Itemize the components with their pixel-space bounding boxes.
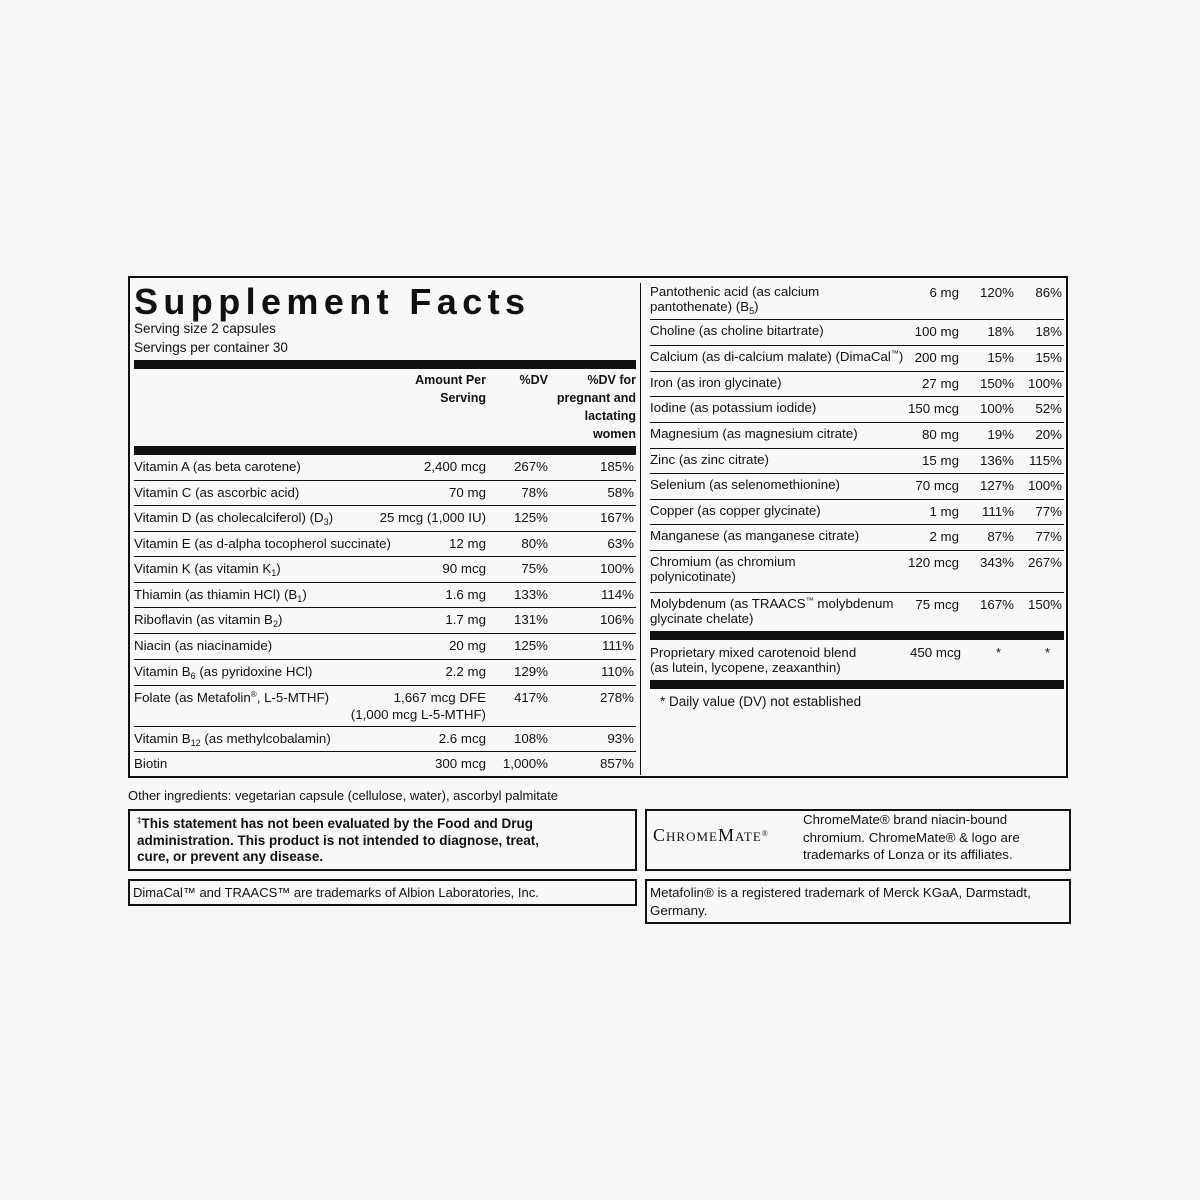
dv-pregnant-cell: 77% (1035, 504, 1062, 519)
dv-pregnant-cell: 185% (599, 459, 634, 474)
dv-pregnant-cell: 20% (1035, 427, 1062, 442)
amount: 1,667 mcg DFE (393, 690, 486, 705)
superscript: ™ (890, 349, 899, 358)
metafolin-trademark-note: Metafolin® is a registered trademark of Merck KGaA, Darmstadt, Germany. (650, 885, 1031, 918)
amount: 25 mcg (1,000 IU) (379, 510, 486, 525)
amount-cell: 1 mg (929, 504, 959, 519)
dv-cell: 150% (979, 376, 1014, 391)
table-row (650, 449, 1064, 474)
dv-pregnant-cell: 18% (1035, 324, 1062, 339)
albion-trademark-note: DimaCal™ and TRAACS™ are trademarks of Albion Laboratories, Inc. (133, 885, 539, 900)
table-row (650, 593, 1064, 631)
table-row (134, 583, 636, 608)
nutrient-name-cell (134, 730, 364, 747)
amount-cell: 120 mcg (908, 555, 959, 570)
nutrient-name-suffix: ) (898, 349, 904, 364)
amount-cell (449, 484, 486, 501)
amount: 2.2 mg (445, 664, 486, 679)
nutrient-name-suffix: (as pyridoxine HCl) (195, 664, 313, 679)
amount-cell (442, 560, 486, 577)
amount-cell (351, 689, 486, 723)
nutrient-name: Iron (as iron glycinate) (650, 375, 782, 390)
nutrient-name-cell (650, 528, 859, 543)
amount: 20 mg (449, 638, 486, 653)
amount: 1.7 mg (445, 612, 486, 627)
nutrient-name: Chromium (as chromium (650, 554, 796, 569)
dagger-mark: ‡ (137, 816, 142, 825)
nutrient-name-cell (650, 596, 894, 626)
nutrient-name: Biotin (134, 756, 168, 771)
dv-cell: 417% (513, 690, 548, 705)
amount-cell: 80 mg (922, 427, 959, 442)
dv-cell: 19% (987, 427, 1014, 442)
dv-cell: 136% (979, 453, 1014, 468)
dv-cell: 131% (513, 612, 548, 627)
dv-cell: 343% (979, 555, 1014, 570)
table-row (650, 551, 1064, 593)
proprietary-blend-row (650, 645, 1064, 685)
nutrient-name-cell (134, 611, 364, 628)
fda-statement-box (128, 809, 637, 871)
amount-cell (424, 458, 486, 475)
table-row (134, 481, 636, 506)
amount-cell: 15 mg (922, 453, 959, 468)
amount-cell: 70 mcg (915, 478, 959, 493)
dv-pregnant-cell: 77% (1035, 529, 1062, 544)
nutrient-name-cell (650, 426, 858, 441)
amount-cell (445, 663, 486, 680)
amount: 2,400 mcg (423, 459, 486, 474)
dv-pregnant-cell: 63% (607, 536, 634, 551)
nutrient-name: Vitamin E (as d-alpha tocopherol succinate) (134, 536, 391, 551)
nutrient-name-line2: pantothenate) (B (650, 299, 750, 314)
amount-cell (439, 730, 486, 747)
nutrient-name: Vitamin B (134, 731, 191, 746)
dv-pregnant-cell: 58% (607, 485, 634, 500)
nutrient-name-suffix: ) (277, 612, 283, 627)
dv-pregnant-cell: 857% (599, 756, 634, 771)
nutrient-name: Manganese (as manganese citrate) (650, 528, 860, 543)
nutrient-name-cell (650, 284, 819, 314)
superscript: ® (250, 690, 257, 699)
other-ingredients: Other ingredients: vegetarian capsule (cellulose, water), ascorbyl palmitate (128, 788, 558, 803)
dv-pregnant-cell: 167% (599, 510, 634, 525)
table-row (650, 372, 1064, 397)
table-row (650, 423, 1064, 449)
nutrient-name-cell (650, 323, 824, 338)
amount-cell: 6 mg (929, 285, 959, 300)
albion-trademark-box (128, 879, 637, 906)
dv-cell: 267% (513, 459, 548, 474)
subscript: 2 (272, 619, 278, 629)
dv-cell: 129% (513, 664, 548, 679)
amount-cell: 2 mg (929, 529, 959, 544)
subscript: 1 (271, 568, 277, 578)
nutrient-name: Riboflavin (as vitamin B (134, 612, 273, 627)
table-row (134, 506, 636, 532)
dv-pregnant-cell: 106% (599, 612, 634, 627)
thick-divider-top (134, 360, 636, 369)
dv-cell: 133% (513, 587, 548, 602)
dv-cell: 87% (987, 529, 1014, 544)
dv-pregnant-cell: 278% (599, 690, 634, 705)
proprietary-dv-pregnant: * (1044, 645, 1050, 660)
amount-cell: 75 mcg (915, 597, 959, 612)
nutrient-name: Molybdenum (as TRAACS (650, 596, 806, 611)
dv-cell: 125% (513, 510, 548, 525)
nutrient-name: Folate (as Metafolin (134, 690, 251, 705)
dv-pregnant-cell: 93% (607, 731, 634, 746)
amount: 70 mg (449, 485, 486, 500)
nutrient-name-suffix: ) (328, 510, 334, 525)
dv-cell: 127% (979, 478, 1014, 493)
nutrient-name-cell (134, 509, 364, 526)
table-row (134, 455, 636, 481)
dv-cell: 15% (987, 350, 1014, 365)
dv-cell: 1,000% (502, 756, 548, 771)
amount-cell (449, 637, 486, 654)
table-row (134, 752, 636, 777)
nutrient-name-cell (650, 349, 903, 364)
dv-pregnant-cell: 114% (600, 587, 634, 602)
dv-pregnant-cell: 111% (601, 638, 634, 653)
header-amount: Amount Per Serving (415, 373, 486, 405)
nutrient-name-cell (650, 477, 840, 492)
serving-size: Serving size 2 capsules (134, 321, 276, 336)
nutrient-name-suffix: ) (276, 561, 281, 576)
table-row (650, 320, 1064, 346)
metafolin-trademark-box (645, 879, 1071, 924)
panel-title: Supplement Facts (134, 281, 531, 322)
dv-cell: 167% (979, 597, 1014, 612)
dv-pregnant-cell: 100% (599, 561, 634, 576)
table-row (134, 727, 636, 752)
nutrient-name-suffix: (as methylcobalamin) (200, 731, 331, 746)
dv-cell: 80% (521, 536, 548, 551)
nutrient-name-cell (134, 484, 364, 501)
dv-cell: 75% (521, 561, 548, 576)
dv-pregnant-cell: 150% (1027, 597, 1062, 612)
amount-cell (380, 509, 486, 526)
dv-pregnant-cell: 52% (1035, 401, 1062, 416)
dv-pregnant-cell: 115% (1028, 453, 1062, 468)
nutrient-name: Niacin (as niacinamide) (134, 638, 273, 653)
table-row (650, 525, 1064, 551)
amount: 2.6 mcg (438, 731, 486, 746)
table-row (650, 281, 1064, 320)
proprietary-amount: 450 mcg (910, 645, 961, 660)
proprietary-name-detail: (as lutein, lycopene, zeaxanthin) (650, 660, 841, 675)
amount-cell: 200 mg (914, 350, 959, 365)
dv-cell: 108% (513, 731, 548, 746)
dv-pregnant-cell: 100% (1027, 478, 1062, 493)
nutrient-name-cell (650, 503, 821, 518)
proprietary-name: Proprietary mixed carotenoid blend (650, 645, 857, 660)
amount: 90 mcg (442, 561, 486, 576)
table-row (650, 500, 1064, 525)
nutrient-name-line2: glycinate chelate) (650, 611, 754, 626)
amount: 300 mcg (435, 756, 486, 771)
table-row (134, 532, 636, 557)
dv-footnote: * Daily value (DV) not established (660, 694, 862, 709)
amount-cell (445, 586, 486, 603)
subscript: 6 (190, 671, 196, 681)
nutrient-name-cell (650, 452, 769, 467)
table-row (650, 346, 1064, 372)
nutrient-name-line2-suffix: ) (754, 299, 759, 314)
nutrient-name-cell (650, 375, 782, 390)
nutrient-name-cell (650, 400, 816, 415)
dv-pregnant-cell: 267% (1027, 555, 1062, 570)
dv-cell: 18% (987, 324, 1014, 339)
nutrient-name: Vitamin B (134, 664, 191, 679)
dv-cell: 125% (513, 638, 548, 653)
table-row (650, 474, 1064, 500)
dv-cell: 120% (979, 285, 1014, 300)
nutrient-name: Vitamin K (as vitamin K (134, 561, 272, 576)
dv-cell: 100% (979, 401, 1014, 416)
servings-per-container: Servings per container 30 (134, 340, 288, 355)
nutrient-name: Pantothenic acid (as calcium (650, 284, 820, 299)
amount: 12 mg (449, 536, 486, 551)
nutrient-name: Iodine (as potassium iodide) (650, 400, 817, 415)
table-row (134, 557, 636, 583)
nutrient-name-cell (134, 586, 364, 603)
amount: 1.6 mg (445, 587, 486, 602)
table-row (134, 634, 636, 660)
nutrient-name: Magnesium (as magnesium citrate) (650, 426, 858, 441)
subscript: 3 (323, 517, 329, 527)
nutrient-name-suffix: molybdenum (813, 596, 894, 611)
fda-statement: ‡This statement has not been evaluated by the Food and Drug administration. This product is not intended to diagnose, treat, cure, or prevent any disease. (137, 816, 540, 864)
column-divider (640, 283, 641, 775)
nutrient-name: Selenium (as selenomethionine) (650, 477, 840, 492)
table-row (650, 397, 1064, 423)
subscript: 12 (190, 738, 201, 748)
nutrient-name-cell (134, 458, 364, 475)
superscript: ™ (805, 596, 814, 605)
subscript: 1 (297, 594, 303, 604)
table-row (134, 686, 636, 727)
nutrient-name: Vitamin C (as ascorbic acid) (134, 485, 300, 500)
thick-divider-bottom (650, 680, 1064, 689)
amount-cell: 150 mcg (908, 401, 959, 416)
subscript: 5 (749, 306, 755, 316)
dv-pregnant-cell: 110% (600, 664, 634, 679)
thick-divider-header (134, 446, 636, 455)
amount-cell (449, 535, 486, 552)
nutrient-name-cell (134, 663, 364, 680)
nutrient-name-cell (134, 755, 364, 772)
table-row (134, 608, 636, 634)
nutrient-name-suffix: ) (302, 587, 307, 602)
nutrient-name: Copper (as copper glycinate) (650, 503, 821, 518)
amount-detail: (1,000 mcg L-5-MTHF) (350, 707, 486, 722)
dv-cell: 111% (981, 504, 1014, 519)
header-dv-pregnant: %DV for pregnant and lactating women (556, 373, 636, 441)
table-row (134, 660, 636, 686)
nutrient-name: Vitamin D (as cholecalciferol) (D (134, 510, 324, 525)
nutrient-name-cell (134, 637, 364, 654)
amount-cell: 27 mg (922, 376, 959, 391)
amount-cell (445, 611, 486, 628)
amount-cell (435, 755, 486, 772)
nutrient-name-line2: polynicotinate) (650, 569, 736, 584)
dv-cell: 78% (521, 485, 548, 500)
nutrient-name-cell (134, 689, 364, 706)
nutrient-name-suffix: , L-5-MTHF) (256, 690, 330, 705)
chromemate-logo: ChromeMate® (653, 825, 769, 845)
dv-pregnant-cell: 100% (1027, 376, 1062, 391)
chromemate-box (645, 809, 1071, 871)
header-dv: %DV (519, 373, 548, 387)
thick-divider-proprietary (650, 631, 1064, 640)
dv-pregnant-cell: 15% (1035, 350, 1062, 365)
nutrient-name-cell (650, 554, 796, 584)
nutrient-name-cell (134, 535, 391, 552)
nutrient-name: Choline (as choline bitartrate) (650, 323, 824, 338)
nutrient-name-cell (134, 560, 364, 577)
amount-cell: 100 mg (914, 324, 959, 339)
nutrient-name: Thiamin (as thiamin HCl) (B (134, 587, 298, 602)
nutrient-name: Calcium (as di-calcium malate) (DimaCal (650, 349, 891, 364)
nutrient-name: Vitamin A (as beta carotene) (134, 459, 301, 474)
nutrient-name: Zinc (as zinc citrate) (650, 452, 769, 467)
proprietary-dv: * (995, 645, 1001, 660)
dv-pregnant-cell: 86% (1035, 285, 1062, 300)
chromemate-text: ChromeMate® brand niacin-bound chromium. ChromeMate® & logo are trademarks of Lonza or its affiliates. (803, 812, 1020, 862)
